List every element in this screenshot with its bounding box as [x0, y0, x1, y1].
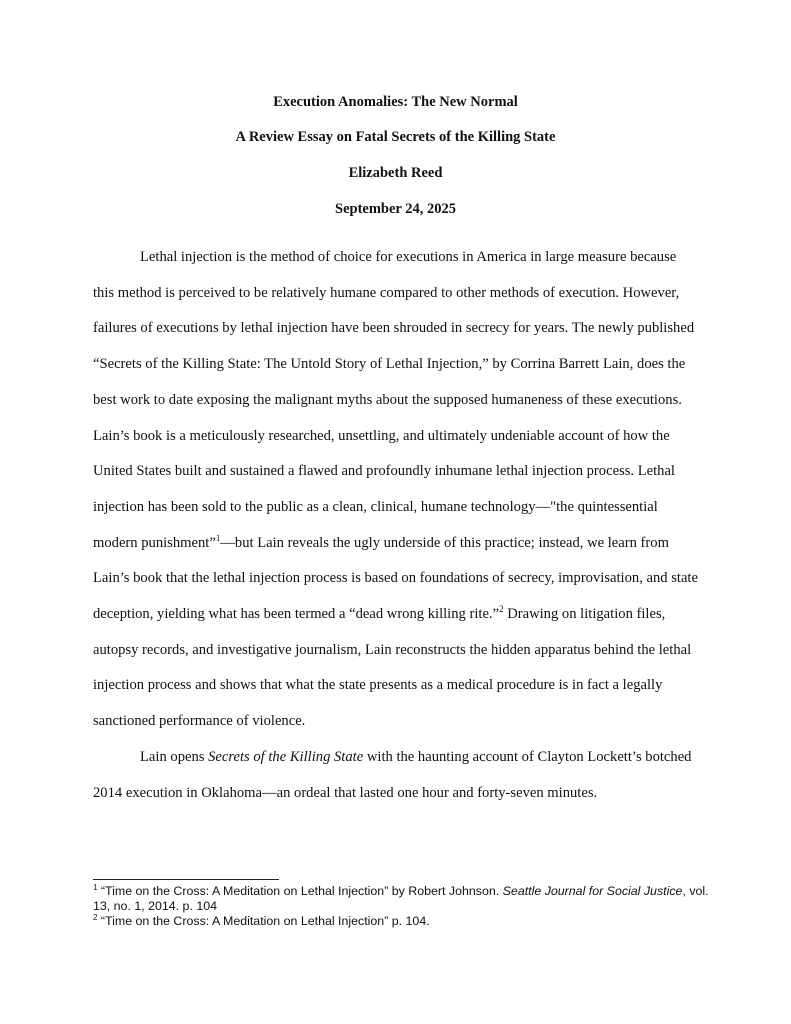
document-date: September 24, 2025: [335, 201, 456, 217]
paragraph-1: [93, 240, 699, 740]
book-title: Secrets of the Killing State: [208, 748, 364, 765]
paragraph-2-text-a: Lain opens: [140, 748, 209, 765]
footnote-2: [93, 914, 713, 929]
footnote-separator: [93, 879, 279, 880]
footnote-2-marker: 2: [93, 912, 98, 922]
footnote-ref-2[interactable]: 2: [499, 604, 504, 615]
footnotes: [93, 884, 713, 929]
page-title: Execution Anomalies: The New Normal: [273, 94, 518, 110]
paragraph-2-text-b: with the haunting account of Clayton Lockett’s botched 2014 execution in Oklahoma—an ordeal that lasted one hour and forty-seven minutes.: [93, 748, 692, 801]
paragraph-1-text-b: —but Lain reveals the ugly underside of this practice; instead, we learn from Lain’s book that the lethal injection process is based on foundations of secrecy, improvisation, and state deception, yielding what has been termed a “dead wrong killing rite.”: [93, 534, 698, 623]
footnote-1-journal: Seattle Journal for Social Justice: [502, 884, 683, 898]
footnote-2-text: “Time on the Cross: A Meditation on Lethal Injection” p. 104.: [97, 914, 430, 928]
essay-body: [93, 240, 699, 811]
footnote-1: [93, 884, 713, 914]
page-subtitle: A Review Essay on Fatal Secrets of the Killing State: [235, 129, 556, 145]
author-name: Elizabeth Reed: [348, 165, 443, 181]
footnote-1-marker: 1: [93, 882, 98, 892]
paragraph-1-text-a: Lethal injection is the method of choice for executions in America in large measure because this method is perceived to be relatively humane compared to other methods of execution. However, failures of executions by lethal injection have been shrouded in secrecy for years. The newly published “Secrets of the Killing State: The Untold Story of Lethal Injection,” by Corrina Barrett Lain, does the best work to date exposing the malignant myths about the supposed humaneness of these executions. Lain’s book is a meticulously researched, unsettling, and ultimately undeniable account of how the United States built and sustained a flawed and profoundly inhumane lethal injection process. Lethal injection has been sold to the public as a clean, clinical, humane technology—"the quintessential modern punishment”: [93, 249, 695, 551]
footnote-1-details: , vol. 13, no. 1, 2014. p. 104: [93, 884, 709, 913]
footnote-1-text: “Time on the Cross: A Meditation on Lethal Injection” by Robert Johnson.: [97, 884, 503, 898]
footnote-ref-1[interactable]: 1: [215, 532, 221, 543]
paragraph-2: [93, 740, 699, 811]
paragraph-1-text-c: Drawing on litigation files, autopsy records, and investigative journalism, Lain reconstructs the hidden apparatus behind the lethal injection process and shows that what the state presents as a medical procedure is in fact a legally sanctioned performance of violence.: [93, 606, 692, 730]
